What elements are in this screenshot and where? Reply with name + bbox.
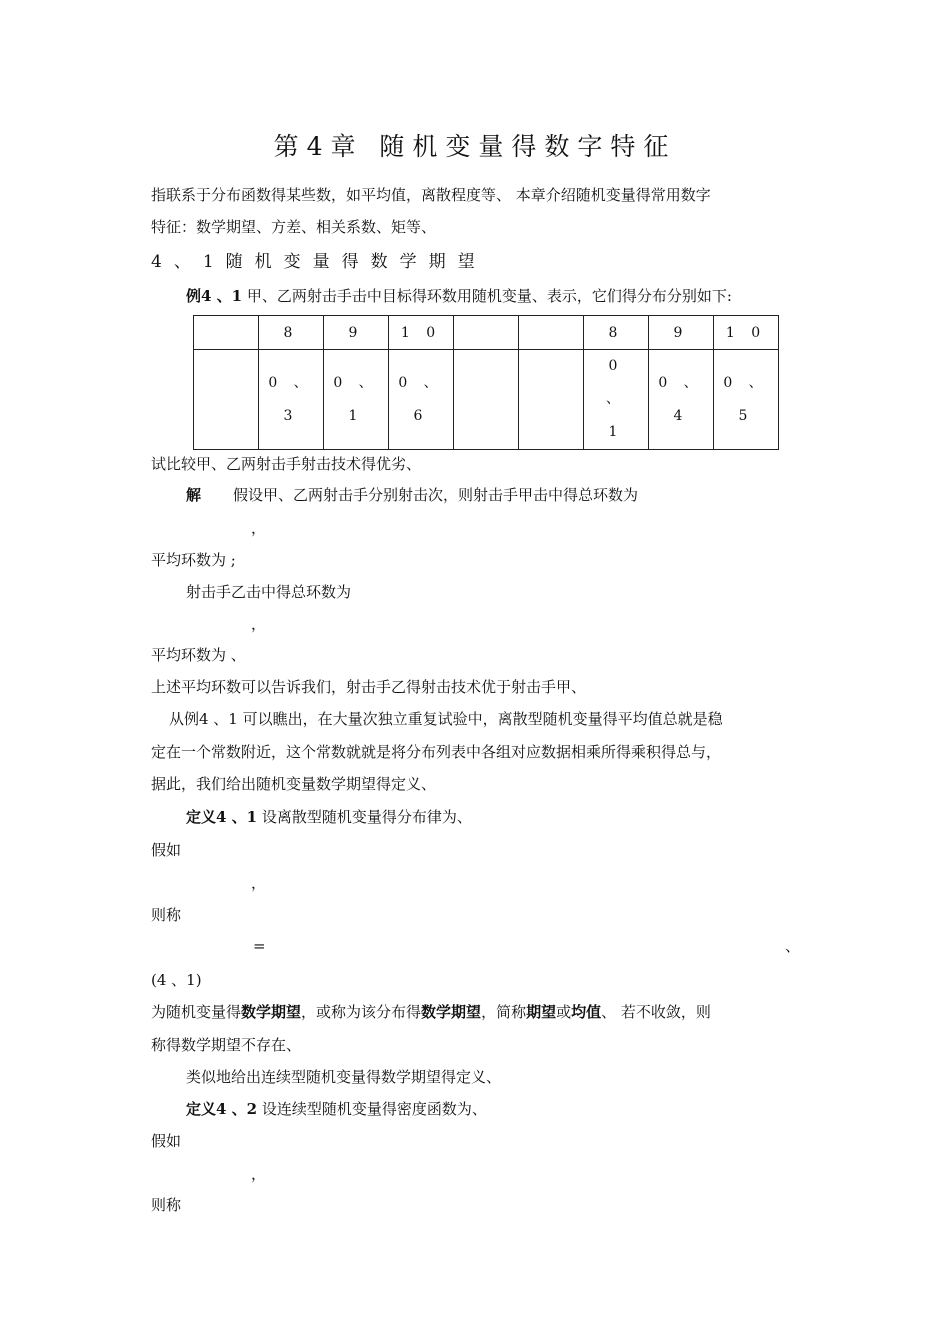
solution-text: 假设甲、乙两射击手分别射击次，则射击手甲击中得总环数为: [233, 486, 639, 504]
chapter-title: 第4章 随机变量得数字特征: [273, 132, 677, 161]
example-line: [186, 286, 732, 306]
table-cell: 0 、 6: [389, 350, 454, 450]
paragraph-line-1: 从例4 、1 可以瞧出，在大量次独立重复试验中，离散型随机变量得平均值总就是稳: [169, 710, 723, 728]
if-2: 假如: [151, 1132, 182, 1150]
definition-2-label: 定义4 、2: [186, 1100, 258, 1118]
table-cell: [454, 350, 519, 450]
table-cell: 9: [324, 316, 389, 350]
comma-3: ，: [251, 874, 267, 892]
example-text: 甲、乙两射击手击中目标得环数用随机变量、表示，它们得分布分别如下:: [242, 287, 732, 305]
comma-2: ，: [251, 615, 267, 633]
table-cell: [519, 316, 584, 350]
equation-equals: =: [253, 937, 266, 955]
similar-line: 类似地给出连续型随机变量得数学期望得定义、: [186, 1068, 502, 1086]
table-cell: [454, 316, 519, 350]
intro-line-1: 指联系于分布函数得某些数，如平均值，离散程度等、 本章介绍随机变量得常用数字: [151, 186, 711, 204]
definition-2-text: 设连续型随机变量得密度函数为、: [257, 1100, 487, 1118]
table-cell: 9: [649, 316, 714, 350]
intro-line-2: 特征：数学期望、方差、相关系数、矩等、: [151, 218, 437, 236]
example-label: 例4 、1: [186, 287, 243, 305]
compare-line: 试比较甲、乙两射击手射击技术得优劣、: [151, 455, 422, 473]
distribution-table: [193, 315, 779, 450]
average-1: 平均环数为 ;: [151, 551, 236, 569]
table-cell: 0 、 1: [584, 350, 649, 450]
definition-2-line: [186, 1099, 487, 1119]
table-value-row: [194, 350, 779, 450]
table-cell: 8: [584, 316, 649, 350]
if-1: 假如: [151, 841, 182, 859]
paragraph-line-3: 据此，我们给出随机变量数学期望得定义、: [151, 775, 437, 793]
table-cell: 0 、 5: [714, 350, 779, 450]
not-exist-line: 称得数学期望不存在、: [151, 1036, 302, 1054]
table-cell: [519, 350, 584, 450]
table-cell: 0 、 3: [259, 350, 324, 450]
section-heading: 4、1随机变量得数学期望: [151, 252, 487, 272]
table-cell: 0 、 1: [324, 350, 389, 450]
table-cell: 1 0: [389, 316, 454, 350]
table-header-row: [194, 316, 779, 350]
equation-end: 、: [785, 937, 801, 955]
comma-1: ，: [251, 519, 267, 537]
solution-label: 解: [186, 486, 202, 504]
average-2: 平均环数为 、: [151, 646, 246, 664]
then-2: 则称: [151, 1196, 182, 1214]
equation-number: (4 、1): [151, 971, 202, 989]
paragraph-line-2: 定在一个常数附近，这个常数就就是将分布列表中各组对应数据相乘所得乘积得总与，: [151, 743, 722, 761]
table-cell: 0 、 4: [649, 350, 714, 450]
conclusion-line: 上述平均环数可以告诉我们，射击手乙得射击技术优于射击手甲、: [151, 678, 587, 696]
expectation-line: 为随机变量得数学期望，或称为该分布得数学期望，简称期望或均值、 若不收敛，则: [151, 1003, 711, 1021]
table-cell: [194, 350, 259, 450]
definition-1-label: 定义4 、1: [186, 808, 258, 826]
definition-1-text: 设离散型随机变量得分布律为、: [257, 808, 472, 826]
comma-4: ，: [251, 1165, 267, 1183]
shooter-2-line: 射击手乙击中得总环数为: [186, 583, 352, 601]
definition-1-line: [186, 807, 472, 827]
then-1: 则称: [151, 906, 182, 924]
table-cell: [194, 316, 259, 350]
table-cell: 8: [259, 316, 324, 350]
solution-line: [186, 485, 638, 505]
table-cell: 1 0: [714, 316, 779, 350]
